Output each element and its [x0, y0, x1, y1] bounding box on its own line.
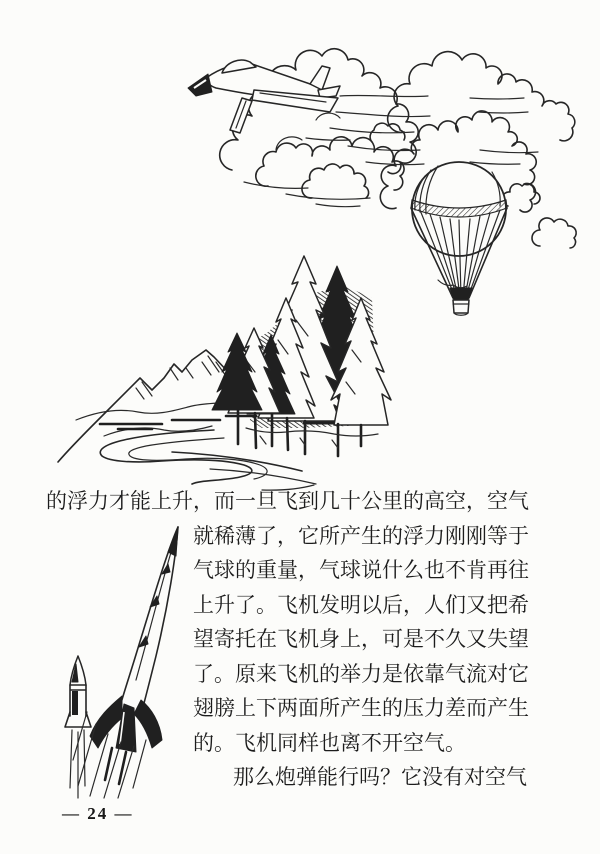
text-line: 的浮力才能上升，而一旦飞到几十公里的高空，空气	[46, 489, 529, 513]
text-line: 望寄托在飞机身上，可是不久又失望	[193, 627, 529, 651]
text-line: 的。飞机同样也离不开空气。	[193, 730, 466, 755]
text-line: 气球的重量，气球说什么也不肯再往	[193, 558, 529, 582]
text-line: 翅膀上下两面所产生的压力差而产生	[193, 696, 529, 720]
page-number: — 24 —	[62, 804, 134, 823]
text-line: 那么炮弹能行吗？它没有对空气	[233, 765, 527, 789]
text-line: 了。原来飞机的举力是依靠气流对它	[193, 661, 529, 686]
text-line: 就稀薄了，它所产生的浮力刚刚等于	[193, 523, 529, 548]
text-line: 上升了。飞机发明以后，人们又把希	[193, 592, 529, 617]
